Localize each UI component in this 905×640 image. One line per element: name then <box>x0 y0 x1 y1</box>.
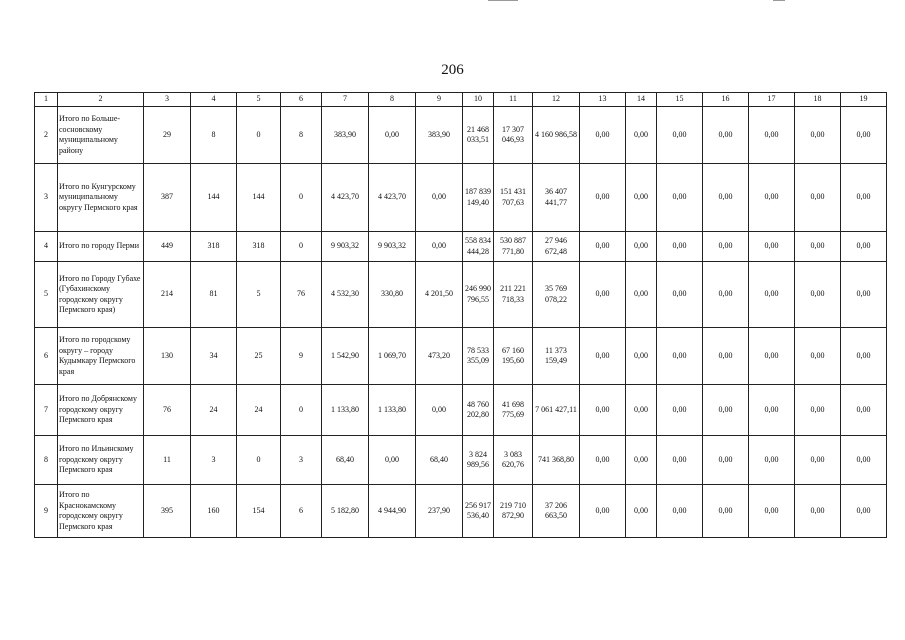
table-cell: 0 <box>237 107 281 164</box>
table-cell: 0,00 <box>626 436 657 485</box>
table-cell: 0,00 <box>657 262 703 328</box>
column-header: 18 <box>795 93 841 107</box>
table-cell: 3 824 989,56 <box>463 436 494 485</box>
table-row <box>35 262 887 328</box>
table-cell: 0,00 <box>657 436 703 485</box>
table-cell: 395 <box>144 485 191 538</box>
table-cell: 1 133,80 <box>369 385 416 436</box>
row-name-cell: Итого по городу Перми <box>58 232 144 262</box>
table-cell: 0,00 <box>749 436 795 485</box>
table-row <box>35 232 887 262</box>
table-cell: 0,00 <box>841 328 887 385</box>
table-cell: 1 133,80 <box>322 385 369 436</box>
column-header: 7 <box>322 93 369 107</box>
table-cell: 0 <box>281 232 322 262</box>
table-cell: 237,90 <box>416 485 463 538</box>
page-number: 206 <box>441 62 464 78</box>
table-cell: 0,00 <box>841 436 887 485</box>
table-cell: 151 431 707,63 <box>494 164 533 232</box>
table-cell: 0,00 <box>626 164 657 232</box>
table-cell: 130 <box>144 328 191 385</box>
table-cell: 5 <box>35 262 58 328</box>
table-cell: 144 <box>191 164 237 232</box>
table-cell: 0,00 <box>580 164 626 232</box>
column-header: 2 <box>58 93 144 107</box>
table-cell: 0,00 <box>795 485 841 538</box>
table-cell: 473,20 <box>416 328 463 385</box>
table-cell: 0,00 <box>626 485 657 538</box>
table-cell: 144 <box>237 164 281 232</box>
table-cell: 4 <box>35 232 58 262</box>
table-cell: 0,00 <box>657 164 703 232</box>
table-cell: 0,00 <box>795 164 841 232</box>
table-cell: 0,00 <box>841 485 887 538</box>
table-cell: 76 <box>144 385 191 436</box>
scan-edge-mark <box>488 0 518 1</box>
table-cell: 0,00 <box>749 328 795 385</box>
table-cell: 0,00 <box>749 232 795 262</box>
table-cell: 4 944,90 <box>369 485 416 538</box>
column-header: 10 <box>463 93 494 107</box>
table-cell: 0,00 <box>841 107 887 164</box>
column-header: 5 <box>237 93 281 107</box>
table-cell: 0,00 <box>657 385 703 436</box>
table-cell: 9 903,32 <box>369 232 416 262</box>
table-cell: 29 <box>144 107 191 164</box>
table-cell: 0,00 <box>841 164 887 232</box>
table-cell: 0,00 <box>795 385 841 436</box>
table-cell: 0,00 <box>416 164 463 232</box>
table-cell: 4 423,70 <box>322 164 369 232</box>
table-cell: 0,00 <box>657 328 703 385</box>
table-cell: 0,00 <box>580 385 626 436</box>
table-row <box>35 385 887 436</box>
table-cell: 0,00 <box>580 485 626 538</box>
table-cell: 24 <box>191 385 237 436</box>
table-cell: 383,90 <box>322 107 369 164</box>
table-cell: 8 <box>281 107 322 164</box>
table-cell: 0,00 <box>657 485 703 538</box>
table-cell: 81 <box>191 262 237 328</box>
table-cell: 11 <box>144 436 191 485</box>
table-cell: 558 834 444,28 <box>463 232 494 262</box>
table-cell: 4 201,50 <box>416 262 463 328</box>
table-cell: 5 <box>237 262 281 328</box>
table-cell: 0,00 <box>795 107 841 164</box>
table-cell: 0,00 <box>749 262 795 328</box>
table-cell: 1 069,70 <box>369 328 416 385</box>
table-cell: 25 <box>237 328 281 385</box>
table-cell: 27 946 672,48 <box>533 232 580 262</box>
column-header: 9 <box>416 93 463 107</box>
table-cell: 78 533 355,09 <box>463 328 494 385</box>
table-row <box>35 436 887 485</box>
table-cell: 2 <box>35 107 58 164</box>
column-header: 4 <box>191 93 237 107</box>
row-name-cell: Итого по Ильинскому городскому округу Пермского края <box>58 436 144 485</box>
table-cell: 41 698 775,69 <box>494 385 533 436</box>
column-header: 8 <box>369 93 416 107</box>
table-cell: 8 <box>35 436 58 485</box>
table-cell: 387 <box>144 164 191 232</box>
table-cell: 0,00 <box>795 232 841 262</box>
table-cell: 154 <box>237 485 281 538</box>
column-header: 13 <box>580 93 626 107</box>
table-cell: 0,00 <box>626 262 657 328</box>
table-cell: 6 <box>281 485 322 538</box>
table-cell: 0,00 <box>841 385 887 436</box>
header-row <box>35 93 887 107</box>
table-cell: 741 368,80 <box>533 436 580 485</box>
table-cell: 246 990 796,55 <box>463 262 494 328</box>
table-cell: 0,00 <box>795 328 841 385</box>
table-cell: 0,00 <box>749 385 795 436</box>
column-header: 19 <box>841 93 887 107</box>
table-cell: 530 887 771,80 <box>494 232 533 262</box>
table-cell: 0 <box>237 436 281 485</box>
table-cell: 0,00 <box>369 436 416 485</box>
table-cell: 24 <box>237 385 281 436</box>
row-name-cell: Итого по Больше-сосновскому муниципальному району <box>58 107 144 164</box>
table-cell: 34 <box>191 328 237 385</box>
table-cell: 11 373 159,49 <box>533 328 580 385</box>
table-cell: 0,00 <box>703 107 749 164</box>
table-cell: 256 917 536,40 <box>463 485 494 538</box>
table-cell: 76 <box>281 262 322 328</box>
table-row <box>35 107 887 164</box>
table-cell: 0,00 <box>841 232 887 262</box>
row-name-cell: Итого по Городу Губахе (Губахинскому городскому округу Пермского края) <box>58 262 144 328</box>
table-cell: 318 <box>237 232 281 262</box>
table-cell: 0,00 <box>795 436 841 485</box>
table-cell: 0,00 <box>580 262 626 328</box>
table-cell: 383,90 <box>416 107 463 164</box>
table-cell: 35 769 078,22 <box>533 262 580 328</box>
row-name-cell: Итого по Добрянскому городскому округу Пермского края <box>58 385 144 436</box>
scan-edge-mark <box>773 0 785 1</box>
table-cell: 68,40 <box>416 436 463 485</box>
column-header: 14 <box>626 93 657 107</box>
table-cell: 0,00 <box>626 107 657 164</box>
column-header: 17 <box>749 93 795 107</box>
row-name-cell: Итого по Краснокамскому городскому округу Пермского края <box>58 485 144 538</box>
table-cell: 0,00 <box>416 232 463 262</box>
column-header: 3 <box>144 93 191 107</box>
table-cell: 449 <box>144 232 191 262</box>
table-cell: 0,00 <box>657 232 703 262</box>
table-cell: 187 839 149,40 <box>463 164 494 232</box>
table-cell: 6 <box>35 328 58 385</box>
table-cell: 1 542,90 <box>322 328 369 385</box>
table-cell: 318 <box>191 232 237 262</box>
table-cell: 0,00 <box>580 436 626 485</box>
table-cell: 0 <box>281 385 322 436</box>
column-header: 16 <box>703 93 749 107</box>
table-cell: 211 221 718,33 <box>494 262 533 328</box>
table-row <box>35 328 887 385</box>
column-header: 12 <box>533 93 580 107</box>
column-header: 1 <box>35 93 58 107</box>
table-cell: 0,00 <box>703 164 749 232</box>
table-cell: 48 760 202,80 <box>463 385 494 436</box>
row-name-cell: Итого по городскому округу – городу Кудымкару Пермского края <box>58 328 144 385</box>
column-header: 15 <box>657 93 703 107</box>
table-cell: 17 307 046,93 <box>494 107 533 164</box>
table-cell: 37 206 663,50 <box>533 485 580 538</box>
table-cell: 0,00 <box>749 485 795 538</box>
table-cell: 0,00 <box>795 262 841 328</box>
table-cell: 0,00 <box>369 107 416 164</box>
table-cell: 9 <box>35 485 58 538</box>
table-cell: 0,00 <box>626 232 657 262</box>
table-cell: 0,00 <box>841 262 887 328</box>
table-cell: 9 903,32 <box>322 232 369 262</box>
table-cell: 0,00 <box>703 485 749 538</box>
table-cell: 330,80 <box>369 262 416 328</box>
table-cell: 0,00 <box>703 385 749 436</box>
table-cell: 0,00 <box>703 436 749 485</box>
table-cell: 3 <box>191 436 237 485</box>
table-cell: 0,00 <box>703 262 749 328</box>
data-table <box>34 92 887 538</box>
table-row <box>35 164 887 232</box>
table-cell: 0,00 <box>626 328 657 385</box>
table-cell: 4 423,70 <box>369 164 416 232</box>
table-cell: 0,00 <box>416 385 463 436</box>
table-cell: 0,00 <box>749 107 795 164</box>
table-cell: 3 083 620,76 <box>494 436 533 485</box>
table-cell: 0,00 <box>657 107 703 164</box>
table-cell: 9 <box>281 328 322 385</box>
table-cell: 3 <box>281 436 322 485</box>
table-cell: 8 <box>191 107 237 164</box>
table-cell: 214 <box>144 262 191 328</box>
column-header: 6 <box>281 93 322 107</box>
table-cell: 219 710 872,90 <box>494 485 533 538</box>
table-cell: 7 <box>35 385 58 436</box>
table-cell: 36 407 441,77 <box>533 164 580 232</box>
table-cell: 160 <box>191 485 237 538</box>
table-cell: 0,00 <box>626 385 657 436</box>
table-cell: 0,00 <box>703 328 749 385</box>
row-name-cell: Итого по Кунгурскому муниципальному округу Пермского края <box>58 164 144 232</box>
table-cell: 4 532,30 <box>322 262 369 328</box>
table-cell: 3 <box>35 164 58 232</box>
table-cell: 5 182,80 <box>322 485 369 538</box>
table-cell: 0,00 <box>749 164 795 232</box>
table-cell: 0,00 <box>580 232 626 262</box>
table-cell: 68,40 <box>322 436 369 485</box>
table-cell: 21 468 033,51 <box>463 107 494 164</box>
table-cell: 0,00 <box>580 107 626 164</box>
table-cell: 4 160 986,58 <box>533 107 580 164</box>
table-cell: 0,00 <box>703 232 749 262</box>
table-row <box>35 485 887 538</box>
table-cell: 0,00 <box>580 328 626 385</box>
table-cell: 7 061 427,11 <box>533 385 580 436</box>
table-cell: 67 160 195,60 <box>494 328 533 385</box>
column-header: 11 <box>494 93 533 107</box>
table-cell: 0 <box>281 164 322 232</box>
